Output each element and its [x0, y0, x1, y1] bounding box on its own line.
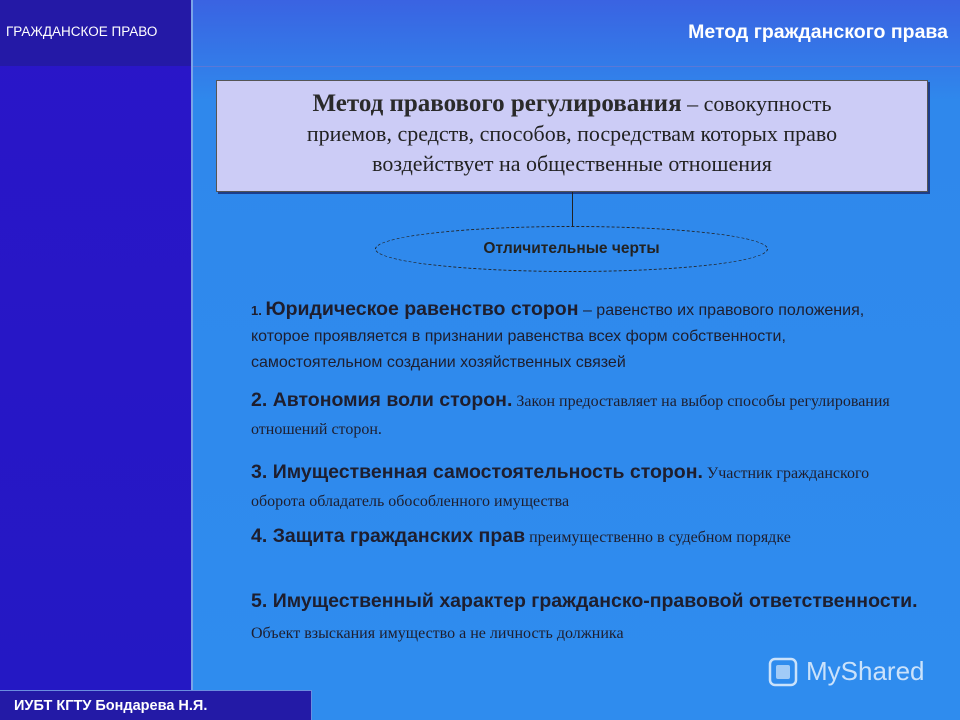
- definition-term: Метод правового регулирования: [312, 90, 682, 117]
- watermark: [768, 656, 925, 687]
- feature-number: 3.: [251, 461, 273, 483]
- feature-number: 1.: [251, 303, 266, 318]
- feature-desc: Закон предоставляет на выбор способы регулирования отношений сторон.: [251, 393, 890, 438]
- feature-number: 4.: [251, 525, 273, 547]
- slide-title: Метод гражданского права: [688, 21, 948, 43]
- feature-item-4: [251, 523, 921, 551]
- feature-item-1: [251, 296, 911, 376]
- header-divider: [193, 66, 960, 67]
- definition-box: [216, 80, 928, 192]
- watermark-text: MyShared: [806, 656, 925, 686]
- feature-lead: Имущественная самостоятельность сторон.: [272, 461, 703, 483]
- feature-number: 5.: [251, 590, 273, 612]
- feature-desc: Участник гражданского оборота обладатель обособленного имущества: [251, 465, 870, 510]
- definition-text-1: совокупность: [703, 91, 832, 116]
- sidebar-header: [0, 0, 191, 66]
- feature-lead: Защита гражданских прав: [272, 525, 526, 547]
- feature-desc: Объект взыскания имущество а не личность должника: [251, 625, 624, 642]
- feature-lead: Автономия воли сторон.: [272, 389, 513, 411]
- feature-lead: Юридическое равенство сторон: [265, 298, 579, 320]
- sidebar: [0, 0, 193, 720]
- features-ellipse-label: Отличительные черты: [483, 240, 660, 257]
- feature-item-3: [251, 458, 921, 516]
- feature-desc: – равенство их правового положения, которое проявляется в признании равенства всех форм собственности, самостоятельном создании хозяйственных связей: [251, 302, 865, 371]
- feature-item-2: [251, 386, 891, 444]
- myshared-logo-icon: [768, 657, 798, 687]
- definition-text-3: воздействует на общественные отношения: [372, 151, 772, 176]
- footer-text: ИУБТ КГТУ Бондарева Н.Я.: [14, 698, 208, 714]
- connector-line: [572, 192, 573, 226]
- feature-lead: Имущественный характер гражданско-правовой ответственности.: [272, 590, 918, 612]
- sidebar-title: ГРАЖДАНСКОЕ ПРАВО: [6, 24, 158, 39]
- feature-desc: преимущественно в судебном порядке: [525, 529, 791, 546]
- feature-number: 2.: [251, 389, 273, 411]
- feature-item-5: [251, 586, 921, 649]
- features-ellipse: [375, 226, 768, 272]
- definition-dash: –: [681, 91, 704, 116]
- definition-text-2: приемов, средств, способов, посредствам которых право: [306, 121, 838, 146]
- footer-author: [0, 690, 312, 720]
